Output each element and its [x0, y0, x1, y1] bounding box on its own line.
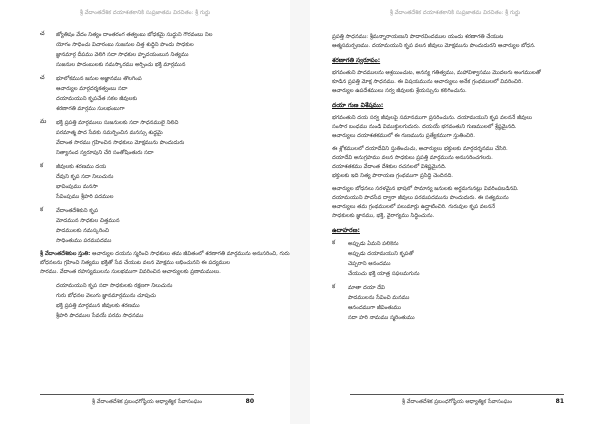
right-heading-1: శరణాగతి స్వరూపం: [332, 57, 381, 64]
verse-meter-label: మ [40, 118, 47, 125]
verse-line: గురు బోధనల వెలుగు జ్ఞానమార్గమును చూపుచు [56, 293, 156, 299]
right-paragraph-1 [332, 69, 548, 96]
right-para1-line: కూడిన ప్రపత్తి మోక్ష సాధనము. ఈ విషయమును ఆచార్యులు అనేక గ్రంథములలో వివరించిరి. [332, 79, 523, 85]
right-para1-line: ఆచార్యుల ఉపదేశములు సర్వ జీవులకు శ్రేయస్సును కలిగించును. [332, 88, 467, 94]
verse-block [332, 239, 548, 279]
verse-line: శరణాగతి మార్గము సులభంబుగా [56, 106, 125, 112]
verse-line: భావింపుము మనసా [56, 184, 98, 190]
verse-line: దయామయుని కృపచేత సకల జీవులకు [56, 96, 138, 102]
right-page-content [332, 30, 548, 327]
right-footer [350, 398, 564, 408]
verse-line: దయామయుని కృప సదా సాధకులకు రక్షణగా నిలుచును [56, 283, 173, 289]
verse-line: నిత్యానంద స్వరూపుని చేరి సంతోషింతురు సదా [56, 150, 154, 156]
right-para1-line: భగవంతుని పాదములను ఆశ్రయించుట, అనన్య గతిత్వము, మహావిశ్వాసము మొదలగు అంగములతో [332, 70, 541, 76]
verse-line: పాదములకు నమస్కరించి [56, 228, 109, 234]
verse-line: పరమాత్మ పాద సేవకు సమర్పించిన మనస్సు శుద్ధమై [56, 130, 163, 136]
left-page [0, 0, 290, 424]
verse-line: వేదాంత సారము గ్రహించిన సాధకులు మోక్షమును పొందుదురు [56, 140, 185, 146]
verse-line: సాధింతుము పరమపదము [56, 238, 112, 244]
verse-lines [348, 239, 548, 279]
right-paragraph-2 [332, 114, 548, 141]
right-para2-line: భగవంతుని దయ సర్వ జీవులపై సమానముగా ప్రసరించును. దయామయుని కృప వలననే జీవులు [332, 115, 533, 121]
verse-lines [348, 283, 548, 323]
right-para4-line: సాధకులకు జ్ఞానము, భక్తి, వైరాగ్యము సిద్ధించును. [332, 213, 435, 219]
left-verses-bottom [40, 281, 254, 321]
right-para2-line: ఆచార్యులు దయాశతకములో ఈ గుణమును ప్రత్యేకముగా స్తుతించిరి. [332, 133, 475, 139]
right-para4-line: ఆచార్యులు తమ గ్రంథములలో పలుమార్లు ఉద్ఘాటించిరి. గురువుల కృప వలననే [332, 204, 496, 210]
right-para3-line: దయాదేవి అనుగ్రహము వలన సాధకులు ప్రపత్తి మార్గమును అనుసరించగలరు. [332, 155, 493, 161]
verse-line: దేవుని కృప సదా నిలుచును [56, 174, 114, 180]
verse-lines [56, 74, 254, 114]
right-heading-3: ఉదాహరణ: [332, 227, 360, 234]
left-page-content [40, 30, 290, 325]
right-footer-rule [350, 394, 564, 395]
left-page-header: శ్రీ వేదాంతదేశిక దయాశతకానికి సుప్రజాతమ విరచితం: శ్రీ గుర్జు [79, 10, 211, 16]
verse-meter-label: చ [40, 74, 45, 81]
verse-line: మాతా దయా దేవి [348, 285, 385, 291]
verse-block [332, 283, 548, 323]
verse-meter-label: క [332, 283, 336, 290]
verse-line: అప్పుడు ఏమని పలికెను [348, 241, 399, 247]
verse-line: చేయుచు భక్తి యాత్ర సఫలమగును [348, 271, 420, 277]
verse-block [40, 281, 254, 321]
verse-lines [56, 281, 254, 321]
left-intro-line: ఆచార్యుల దయను స్మరించి సాధకులు తమ జీవితంలో శరణాగతి మార్గమును అనుసరించి, గురు [92, 251, 290, 257]
verse-block [40, 206, 254, 246]
left-verses-top [40, 30, 254, 246]
verse-block [40, 118, 254, 158]
left-intro-line: బోధనలను గ్రహించి నిత్యము భక్తితో సేవ చేయుట వలన మోక్షము లభించునని ఈ పద్యముల [40, 260, 230, 266]
verse-line: పాదములను సేవించి మనము [348, 295, 410, 301]
verse-meter-label: క [40, 206, 44, 213]
verse-line: సుజనుల పాదంబులకు నమస్కారము అర్పించు భక్తి మార్గమున [56, 62, 186, 68]
verse-line: జ్యోతిషం వేదం నిత్యం దాంతరంగ తత్వంబు బోధకమై సుద్ధుని గౌరవంబు నిల [56, 32, 213, 38]
right-intro-line: ప్రపత్తి సాధనము: శ్రీమన్నారాయణుని పాదారవిందముల యందు శరణాగతి చేయుట [332, 34, 504, 40]
verse-line: సేవింపుము శ్రీహరి పదముల [56, 194, 114, 200]
verse-meter-label: చ [40, 30, 45, 37]
verse-line: చెప్పరాని ఆనందము [348, 261, 391, 267]
right-page-number: 81 [555, 398, 564, 405]
right-paragraph-3 [332, 145, 548, 181]
right-para3-line: దయాశతకము వేదాంత దేశికుల రచనలలో విశిష్టమైనది. [332, 164, 447, 170]
verse-block [40, 162, 254, 202]
verse-lines [56, 162, 254, 202]
right-page [310, 0, 600, 424]
verse-lines [56, 118, 254, 158]
right-para3-line: భక్తులకు ఇది నిత్య పారాయణ గ్రంథముగా ప్రసిద్ధి చెందినది. [332, 173, 454, 179]
right-para4-line: దయామయుని పాదసేవ ద్వారా జీవులు పరమపదమును పొందుదురు. ఈ సత్యమును [332, 195, 509, 201]
verse-block [40, 74, 254, 114]
verse-line: అప్పుడు దయామయుని కృపతో [348, 251, 414, 257]
left-intro-bold: శ్రీ వేదాంతదేశికుల స్తుతి: [40, 251, 91, 257]
left-footer-title: శ్రీ వేదాంతదేశిక ప్రబంధగోష్ఠీయ ఆధ్యాత్మిక సేవాసంఘం [91, 399, 203, 405]
book-gutter [290, 0, 310, 424]
verse-line: భక్తి ప్రపత్తి మార్గములు సుజనులకు సదా సాధనములై నిలిచి [56, 120, 179, 126]
left-intro-line: సారము. వేదాంత రహస్యములను సులభముగా వివరించిన ఆచార్యులకు ప్రణామములు. [40, 269, 221, 275]
right-verses [332, 239, 548, 323]
verse-line: జీవులకు శరణము దయ [56, 164, 107, 170]
left-footer-rule [40, 394, 254, 395]
right-intro-line: ఆత్మసమర్పణము. దయామయుని కృప వలన జీవులు మోక్షమును పొందుదురని ఆచార్యుల బోధన. [332, 43, 536, 49]
verse-line: సదా హరి నామము స్మరింతుము [348, 315, 415, 321]
right-paragraph-4 [332, 185, 548, 221]
left-intro-paragraph [40, 250, 290, 277]
right-page-header: శ్రీ వేదాంతదేశిక దయాశతకానికి సుప్రజాతమ విరచితం: శ్రీ గుర్జు [389, 10, 521, 16]
verse-line: జ్ఞానమార్గ దీపము వెలిగి సదా సాధకుల హృదయంబున నిత్యము [56, 52, 189, 58]
verse-meter-label: క [40, 162, 44, 169]
verse-line: ఆనందముగా జీవింతుము [348, 305, 402, 311]
verse-line: శ్రీహరి పాదముల సేవయే పరమ సాధనము [56, 313, 144, 319]
right-heading-2: దయా గుణ విశేషము: [332, 102, 384, 109]
left-footer [40, 398, 254, 408]
verse-line: మోదమున సాధకుల చిత్తమున [56, 218, 120, 224]
verse-line: ఆచార్యుల మార్గదర్శకత్వంబు సదా [56, 86, 128, 92]
verse-lines [56, 30, 254, 70]
right-intro-paragraph [332, 33, 548, 51]
left-page-number: 80 [245, 398, 254, 405]
verse-lines [56, 206, 254, 246]
verse-line: వేదాంతదేశికుని కృప [56, 208, 99, 214]
right-footer-title: శ్రీ వేదాంతదేశిక ప్రబంధగోష్ఠీయ ఆధ్యాత్మిక సేవాసంఘం [401, 399, 513, 405]
verse-line: భక్తి ప్రపత్తి మార్గమున జీవులకు శరణము [56, 303, 140, 309]
right-para2-line: సంసార బంధము నుండి విముక్తులగుదురు. దయయే భగవంతుని గుణములలో శ్రేష్ఠమైనది. [332, 124, 517, 130]
right-para3-line: ఈ శ్లోకములలో దయాదేవిని స్తుతించుచు, ఆచార్యులు భక్తులకు మార్గదర్శనము చేసిరి. [332, 146, 508, 152]
right-para4-line: ఆచార్యుల బోధనలు సరళమైన భాషలో సామాన్య జనులకు అర్థమగునట్లు వివరింపబడినవి. [332, 186, 519, 192]
verse-line: భూలోకమున జనుల అజ్ఞానము తొలగింప [56, 76, 142, 82]
verse-block [40, 30, 254, 70]
verse-meter-label: క [332, 239, 336, 246]
verse-line: యోగం సాధించు విచారంబు సుజనుల చిత్త శుద్ధిని పొందు సాధకుల [56, 42, 194, 48]
